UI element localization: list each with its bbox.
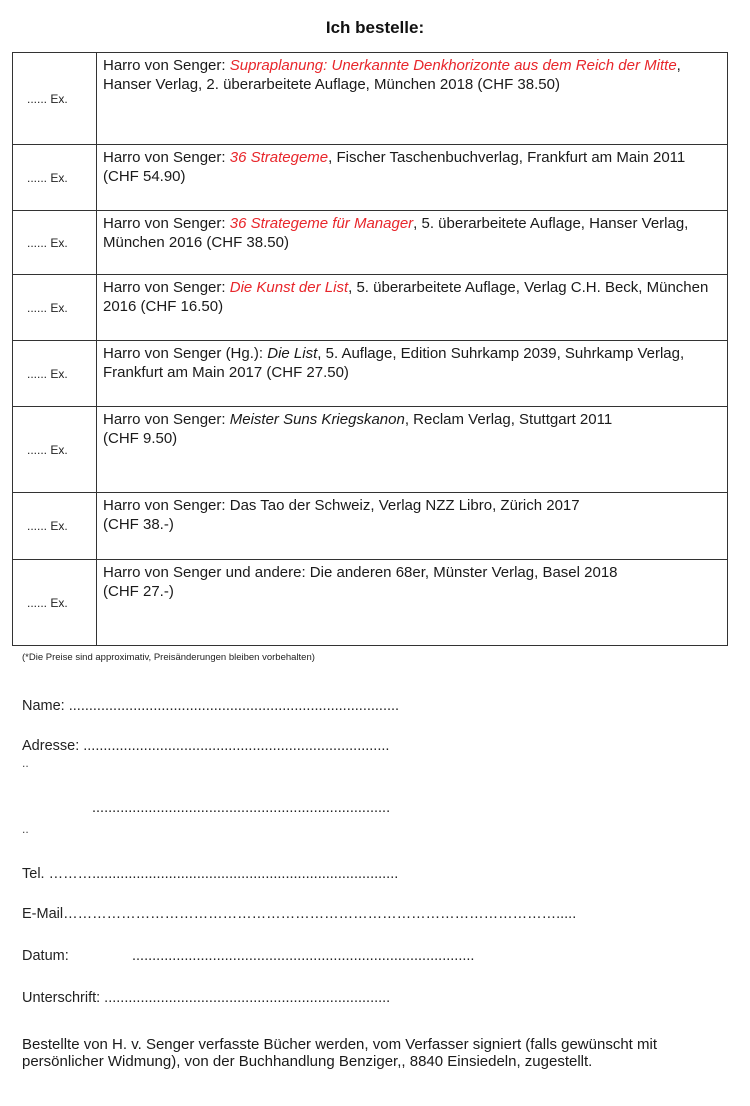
quantity-field[interactable]: ...... Ex. xyxy=(13,211,97,275)
address-field[interactable]: Adresse: ............................................................................ xyxy=(22,738,390,754)
delivery-note: Bestellte von H. v. Senger verfasste Bücher werden, vom Verfasser signiert (falls gewünscht mit persönlicher Widmung), von der Buchhandlung Benziger,, 8840 Einsiedeln, zugestellt. xyxy=(22,1036,657,1070)
quantity-field[interactable]: ...... Ex. xyxy=(13,493,97,560)
signature-field[interactable]: Unterschrift: ....................................................................... xyxy=(22,990,391,1006)
phone-field[interactable]: Tel. ………............................................................................ xyxy=(22,866,399,882)
book-price: (CHF 9.50) xyxy=(103,430,178,447)
book-author: Harro von Senger: xyxy=(103,149,230,166)
table-row xyxy=(13,211,728,275)
book-description xyxy=(97,341,728,407)
book-author: Harro von Senger: xyxy=(103,279,230,296)
book-title: 36 Strategeme xyxy=(229,149,329,166)
book-title: 36 Strategeme für Manager xyxy=(229,215,414,232)
page-title: Ich bestelle: xyxy=(325,18,425,37)
address-continuation: .. xyxy=(22,756,29,770)
book-author: Harro von Senger (Hg.): xyxy=(103,345,268,362)
table-row xyxy=(13,275,728,341)
quantity-field[interactable]: ...... Ex. xyxy=(13,53,97,145)
quantity-field[interactable]: ...... Ex. xyxy=(13,560,97,646)
order-table xyxy=(12,52,728,646)
table-row xyxy=(13,53,728,145)
book-description xyxy=(97,275,728,341)
book-price: (CHF 38.-) xyxy=(103,516,174,533)
book-details: , 5. überarbeitete Auflage, Hanser Verlag, München 2016 (CHF 38.50) xyxy=(103,215,689,251)
book-details: , 5. überarbeitete Auflage, Verlag C.H. Beck, München 2016 (CHF 16.50) xyxy=(103,279,709,315)
book-title: Meister Suns Kriegskanon xyxy=(229,411,405,428)
price-footnote: (*Die Preise sind approximativ, Preisänderungen bleiben vorbehalten) xyxy=(22,652,315,663)
quantity-field[interactable]: ...... Ex. xyxy=(13,341,97,407)
book-author: Harro von Senger: xyxy=(103,215,230,232)
book-description xyxy=(97,493,728,560)
table-row xyxy=(13,493,728,560)
name-field[interactable]: Name: .................................................................................. xyxy=(22,698,400,714)
table-row xyxy=(13,407,728,493)
book-text: Harro von Senger: Das Tao der Schweiz, Verlag NZZ Libro, Zürich 2017 xyxy=(103,497,580,514)
book-author: Harro von Senger: xyxy=(103,411,230,428)
date-label: Datum: xyxy=(22,948,69,964)
book-description xyxy=(97,145,728,211)
book-description xyxy=(97,53,728,145)
address-continuation: .. xyxy=(22,822,29,836)
table-row xyxy=(13,145,728,211)
book-title: Supraplanung: Unerkannte Denkhorizonte aus dem Reich der Mitte xyxy=(229,57,677,74)
quantity-field[interactable]: ...... Ex. xyxy=(13,145,97,211)
book-details: , Hanser Verlag, 2. überarbeitete Auflage, München 2018 (CHF 38.50) xyxy=(103,57,681,93)
book-title: Die List xyxy=(267,345,318,362)
book-author: Harro von Senger: xyxy=(103,57,230,74)
email-field[interactable]: E-Mail…………………………………………………………………………………………..... xyxy=(22,906,577,922)
book-title: Die Kunst der List xyxy=(229,279,349,296)
address-line-2-field[interactable]: .......................................................................... xyxy=(92,800,391,816)
table-row xyxy=(13,341,728,407)
book-description xyxy=(97,560,728,646)
table-row xyxy=(13,560,728,646)
quantity-field[interactable]: ...... Ex. xyxy=(13,407,97,493)
date-field[interactable]: ..................................................................................... xyxy=(132,948,475,964)
book-details: , Fischer Taschenbuchverlag, Frankfurt am Main 2011 (CHF 54.90) xyxy=(103,149,686,185)
quantity-field[interactable]: ...... Ex. xyxy=(13,275,97,341)
book-details: , 5. Auflage, Edition Suhrkamp 2039, Suhrkamp Verlag, Frankfurt am Main 2017 (CHF 27.50) xyxy=(103,345,685,381)
book-details: , Reclam Verlag, Stuttgart 2011 xyxy=(404,411,613,428)
book-price: (CHF 27.-) xyxy=(103,583,174,600)
book-description xyxy=(97,407,728,493)
book-text: Harro von Senger und andere: Die anderen 68er, Münster Verlag, Basel 2018 xyxy=(103,564,618,581)
book-description xyxy=(97,211,728,275)
